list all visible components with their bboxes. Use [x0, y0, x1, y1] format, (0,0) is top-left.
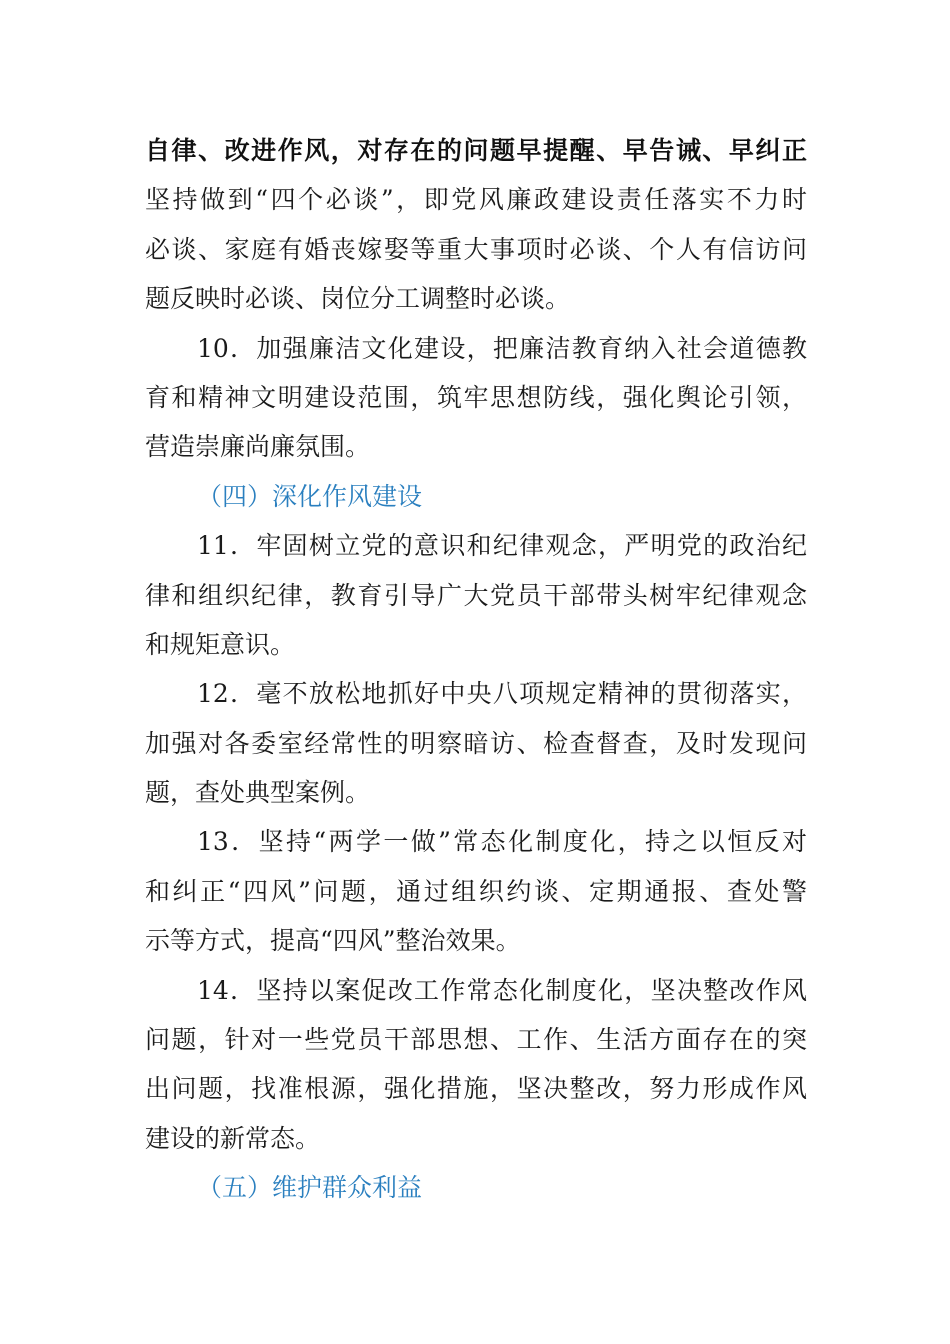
item-10-line: 10．加强廉洁文化建设，把廉洁教育纳入社会道德教 — [197, 333, 807, 363]
item-12-line: 12．毫不放松地抓好中央八项规定精神的贯彻落实， — [197, 679, 807, 709]
section-heading-4: （四）深化作风建设 — [197, 481, 423, 511]
paragraph-line: 出问题，找准根源，强化措施，坚决整改，努力形成作风 — [145, 1074, 807, 1104]
paragraph-line: 题，查处典型案例。 — [145, 778, 371, 808]
paragraph-line: 和纠正“四风”问题，通过组织约谈、定期通报、查处警 — [145, 876, 807, 906]
paragraph-line: 律和组织纪律，教育引导广大党员干部带头树牢纪律观念 — [145, 580, 807, 610]
paragraph-line: 示等方式，提高“四风”整治效果。 — [145, 926, 521, 956]
item-13-line: 13．坚持“两学一做”常态化制度化，持之以恒反对 — [197, 827, 807, 857]
paragraph-line: 育和精神文明建设范围，筑牢思想防线，强化舆论引领， — [145, 382, 807, 412]
paragraph-line: 题反映时必谈、岗位分工调整时必谈。 — [145, 284, 571, 314]
item-14-line: 14．坚持以案促改工作常态化制度化，坚决整改作风 — [197, 975, 807, 1005]
item-11-line: 11．牢固树立党的意识和纪律观念，严明党的政治纪 — [197, 531, 807, 561]
section-heading-5: （五）维护群众利益 — [197, 1173, 423, 1203]
document-body — [145, 126, 807, 1213]
paragraph-line: 自律、改进作风，对存在的问题早提醒、早告诫、早纠正 — [145, 136, 807, 165]
paragraph-line: 营造崇廉尚廉氛围。 — [145, 432, 371, 462]
paragraph-line: 和规矩意识。 — [145, 629, 296, 659]
paragraph-line: 建设的新常态。 — [145, 1123, 321, 1153]
paragraph-line: 必谈、家庭有婚丧嫁娶等重大事项时必谈、个人有信访问 — [145, 234, 807, 264]
paragraph-line: 问题，针对一些党员干部思想、工作、生活方面存在的突 — [145, 1025, 807, 1055]
paragraph-line: 坚持做到“四个必谈”，即党风廉政建设责任落实不力时 — [145, 185, 807, 215]
paragraph-line: 加强对各委室经常性的明察暗访、检查督查，及时发现问 — [145, 728, 807, 758]
